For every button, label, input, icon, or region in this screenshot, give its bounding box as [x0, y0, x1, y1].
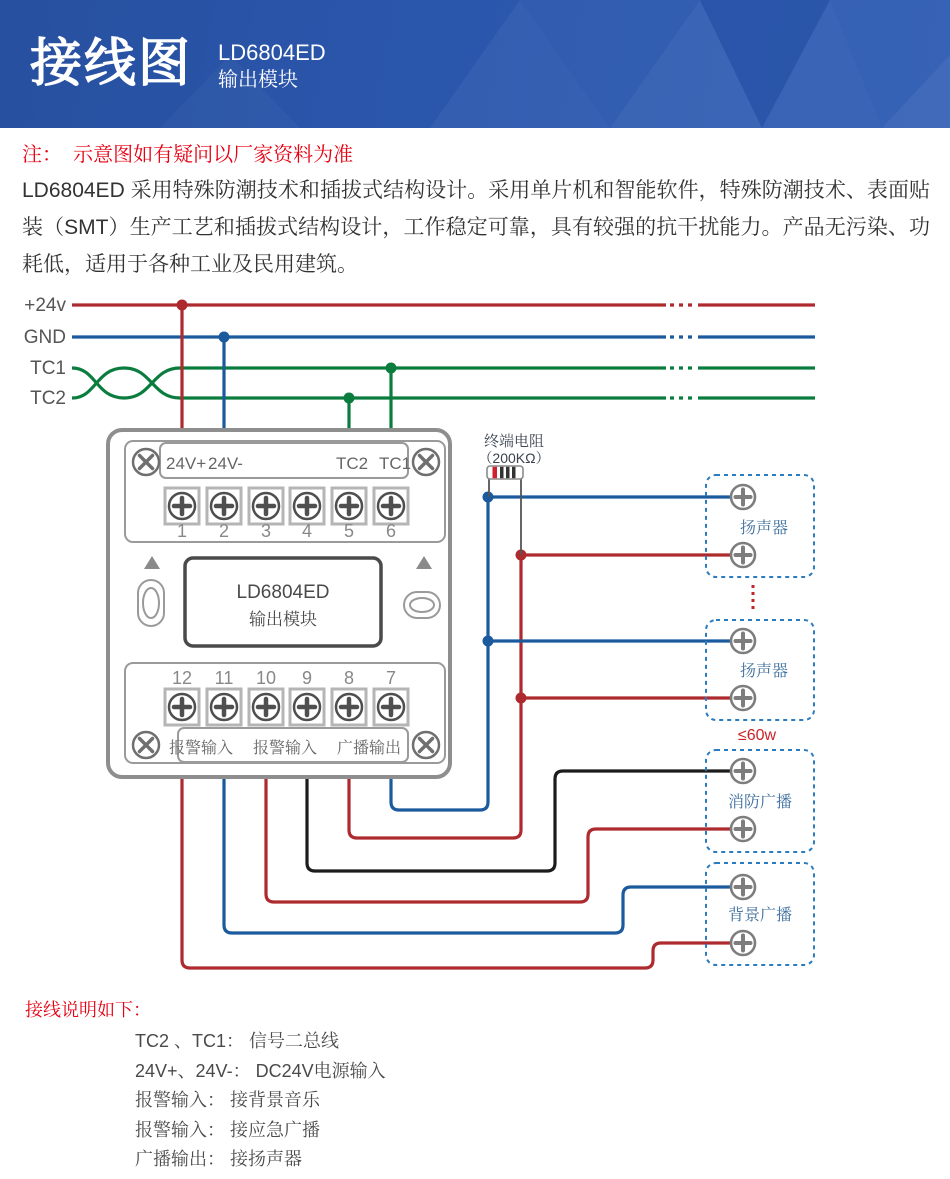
terminal-number: 2: [218, 521, 230, 541]
terminal-number: 10: [255, 668, 277, 688]
terminal-number: 1: [176, 521, 188, 541]
corner-screw-icon: [133, 732, 159, 758]
top-label-24v-minus: 24V-: [208, 454, 243, 473]
device-boxes: [706, 475, 814, 965]
terminal-number: 11: [214, 668, 234, 688]
wiring-note-item: 广播输出： 接扬声器: [135, 1149, 303, 1169]
screw-terminal-icon-4: [290, 488, 324, 524]
top-label-24v-plus: 24V+: [166, 454, 207, 473]
module-type: 输出模块: [218, 69, 299, 91]
terminal-number: 7: [385, 668, 397, 688]
wiring-notes-list: [135, 1027, 386, 1175]
wire-terminal9-fire-broadcast: [307, 771, 731, 871]
terminal-number: 4: [301, 521, 313, 541]
device-terminal-icon: [731, 543, 755, 567]
device-terminal-icon: [731, 686, 755, 710]
corner-screw-icon: [413, 732, 439, 758]
screw-terminal-icon-1: [165, 488, 199, 524]
speaker1-label: 扬声器: [739, 520, 789, 537]
screw-terminal-icon-11: [207, 689, 241, 725]
resistor-band: [506, 467, 510, 478]
terminal-number: 5: [343, 521, 355, 541]
junction-dot: [177, 300, 188, 311]
power-limit-label: ≤60w: [737, 727, 777, 744]
resistor-value: （200KΩ）: [478, 450, 550, 466]
wiring-diagram: [0, 290, 950, 985]
background-broadcast-label: 背景广播: [727, 907, 793, 924]
device-terminal-icon: [731, 485, 755, 509]
resistor-band: [512, 467, 516, 478]
screw-terminal-icon-3: [249, 488, 283, 524]
resistor-band: [500, 467, 504, 478]
mounting-slot-left: [138, 580, 164, 626]
nameplate-model: LD6804ED: [236, 582, 330, 603]
screw-terminal-icon-12: [165, 689, 199, 725]
bottom-label-broadcast-output: 广播输出: [336, 740, 402, 757]
corner-screw-icon: [413, 449, 439, 475]
junction-dot: [483, 492, 494, 503]
output-module: [108, 430, 450, 777]
screw-terminal-icon-8: [332, 689, 366, 725]
wiring-note-item: TC2 、TC1： 信号二总线: [135, 1031, 340, 1051]
junction-dot: [386, 363, 397, 374]
screw-terminal-icon-9: [290, 689, 324, 725]
product-description: LD6804ED 采用特殊防潮技术和插拔式结构设计。采用单片机和智能软件，特殊防潮技术、表面贴装（SMT）生产工艺和插拔式结构设计，工作稳定可靠，具有较强的抗干扰能力。产品无污染、功耗低，适用于各种工业及民用建筑。: [22, 179, 930, 276]
bus-label-tc2: TC2: [30, 388, 66, 409]
wiring-note-item: 报警输入： 接背景音乐: [135, 1090, 320, 1110]
junction-dot: [483, 636, 494, 647]
page-title: 接线图: [30, 35, 193, 93]
speaker2-label: 扬声器: [739, 663, 789, 680]
device-terminal-icon: [731, 629, 755, 653]
screw-terminal-icon-7: [374, 689, 408, 725]
wire-terminal11-bg-broadcast: [224, 777, 731, 933]
junction-dot: [344, 393, 355, 404]
wiring-note-item: 24V+、24V-： DC24V电源输入: [135, 1060, 386, 1081]
corner-screw-icon: [133, 449, 159, 475]
junction-dot: [516, 693, 527, 704]
screw-terminal-icon-10: [249, 689, 283, 725]
bus-label-24v: +24v: [24, 295, 66, 316]
device-terminal-icon: [731, 931, 755, 955]
terminal-number: 6: [385, 521, 397, 541]
resistor-label: 终端电阻: [483, 433, 545, 450]
disclaimer-note: 注： 示意图如有疑问以厂家资料为准: [22, 144, 354, 166]
header-subtitle: [218, 39, 326, 93]
bottom-label-alarm-input-2: 报警输入: [252, 740, 318, 757]
screw-terminal-icon-2: [207, 488, 241, 524]
bus-label-tc1: TC1: [30, 358, 66, 379]
device-terminal-icon: [731, 875, 755, 899]
nameplate-type: 输出模块: [249, 610, 317, 629]
device-terminal-icon: [731, 759, 755, 783]
screw-terminal-icon-5: [332, 488, 366, 524]
terminal-number: 8: [343, 668, 355, 688]
top-label-tc1: TC1: [379, 454, 412, 473]
screw-terminal-icon-6: [374, 488, 408, 524]
bottom-label-alarm-input-1: 报警输入: [168, 740, 234, 757]
terminal-number: 3: [260, 521, 272, 541]
resistor-band-red: [493, 467, 498, 478]
terminal-number: 9: [301, 668, 313, 688]
fire-broadcast-label: 消防广播: [727, 794, 793, 811]
wiring-notes-title: 接线说明如下：: [25, 1000, 151, 1020]
bus-label-gnd: GND: [23, 327, 66, 348]
resistor-body: [487, 466, 523, 479]
top-label-tc2: TC2: [336, 454, 369, 473]
device-terminal-icon: [731, 817, 755, 841]
terminal-number: 12: [171, 668, 193, 688]
wiring-note-item: 报警输入： 接应急广播: [135, 1119, 320, 1140]
junction-dot: [219, 332, 230, 343]
model-name: LD6804ED: [218, 40, 326, 65]
header-banner: [0, 0, 950, 128]
